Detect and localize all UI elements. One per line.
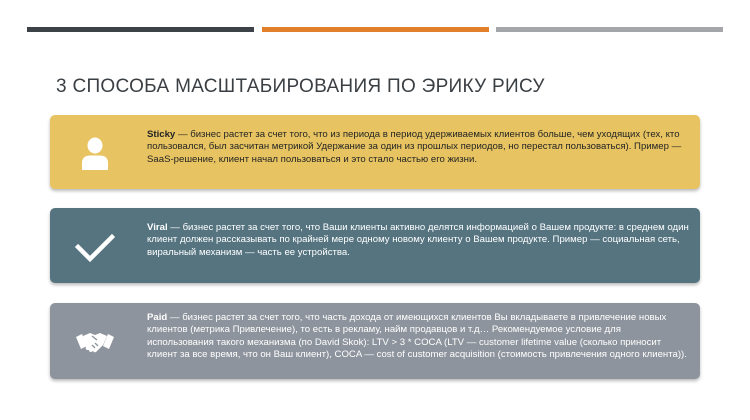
card-paid-description: — бизнес растет за счет того, что часть дохода от имеющихся клиентов Вы вкладываете в привлечение новых клиентов (метрика Привлечение), то есть в рекламу, найм продавцов и т.д… Рекомендуемое условие для использования такого механизма (по David Skok): LTV > 3 * COCA (LTV — customer lifetime value (сколько приносит клиент за все время, что он Ваш клиент), COCA — cost of customer acquisition (стоимость привлечения одного клиента)). <box>147 312 687 361</box>
card-viral-text <box>147 222 690 259</box>
card-paid-term: Paid <box>147 312 168 323</box>
card-sticky-text <box>147 129 690 166</box>
card-viral-description: — бизнес растет за счет того, что Ваши клиенты активно делятся информацией о Вашем продукте: в среднем один клиент должен рассказывать по крайней мере одному новому клиенту о Вашем продукте. Пример — социальная сеть, виральный механизм — часть ее устройства. <box>147 222 689 258</box>
card-sticky-term: Sticky <box>147 129 176 140</box>
top-accent-bar-dark <box>27 27 254 32</box>
card-sticky <box>50 115 700 189</box>
card-viral-term: Viral <box>147 222 168 233</box>
top-accent-bar-gray <box>496 27 723 32</box>
slide-title: 3 СПОСОБА МАСШТАБИРОВАНИЯ ПО ЭРИКУ РИСУ <box>56 76 545 97</box>
card-viral <box>50 208 700 283</box>
card-sticky-description: — бизнес растет за счет того, что из периода в период удерживаемых клиентов больше, чем уходящих (тех, кто пользовался, был засчитан метрикой Удержание за один из прошлых периодов, но перестал пользоваться). Пример — SaaS-решение, клиент начал пользоваться и это стало частью его жизни. <box>147 129 682 165</box>
user-icon <box>75 133 115 173</box>
card-paid-text <box>147 312 690 362</box>
checkmark-icon <box>75 226 115 266</box>
top-accent-bar-orange <box>262 27 489 32</box>
card-paid <box>50 303 700 379</box>
handshake-icon <box>75 321 115 361</box>
